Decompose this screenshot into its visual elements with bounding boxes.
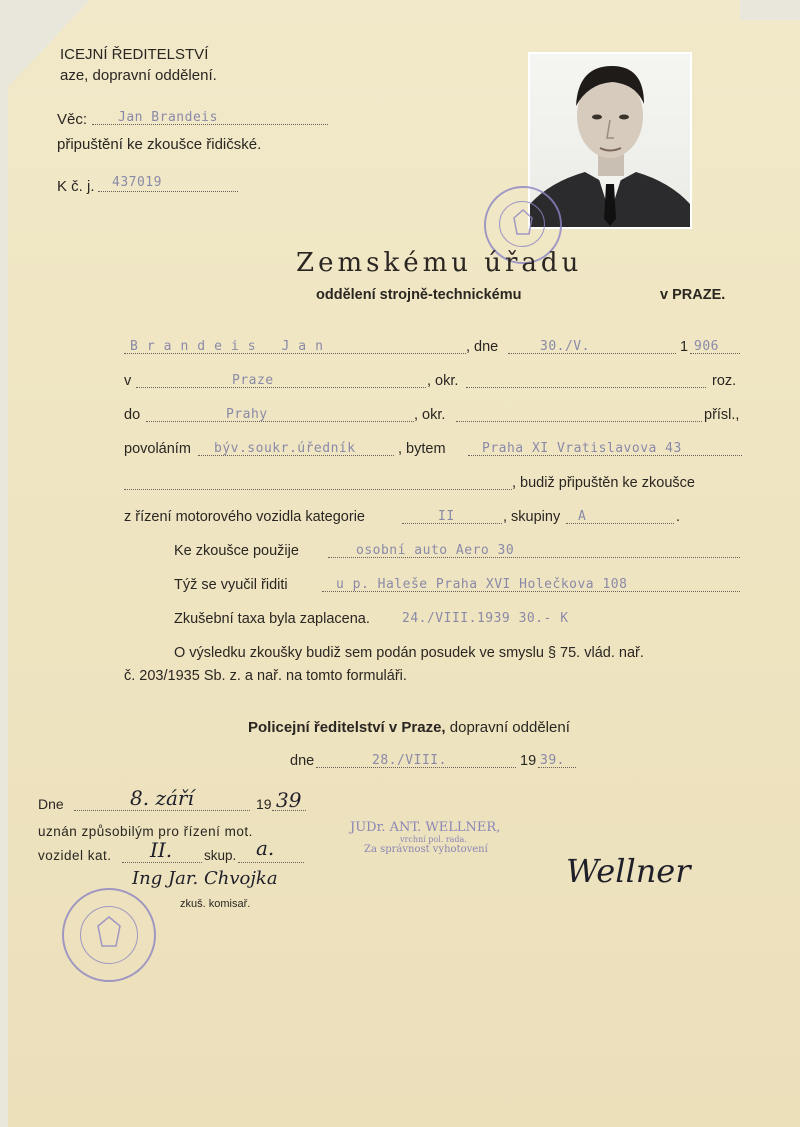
issue-year-prefix: 19 xyxy=(520,753,537,769)
exam-date-label: Dne xyxy=(38,796,64,812)
domicile: Prahy xyxy=(226,407,268,422)
fee-label: Zkušební taxa byla zaplacena. xyxy=(174,611,370,627)
official-stamp-note: Za správnost vyhotovení xyxy=(364,844,488,855)
subject-label: Věc: xyxy=(57,111,88,128)
vehicle-label: Ke zkoušce použije xyxy=(174,543,299,559)
official-stamp xyxy=(350,820,500,855)
belonging-label: přísl., xyxy=(704,407,740,423)
commissioner-label: zkuš. komisař. xyxy=(180,898,251,910)
result-text-line2: č. 203/1935 Sb. z. a nař. na tomto formuláři. xyxy=(124,668,407,684)
issue-date-label: dne xyxy=(290,753,315,769)
training: u p. Haleše Praha XVI Holečkova 108 xyxy=(336,577,628,592)
admission-text: , budiž připuštěn ke zkoušce xyxy=(512,475,695,491)
group-label: , skupiny xyxy=(503,509,561,525)
reference-label: K č. j. xyxy=(57,178,95,195)
issue-date: 28./VIII. xyxy=(372,753,447,768)
born-label: roz. xyxy=(712,373,737,389)
applicant-name: Brandeis Jan xyxy=(130,339,332,354)
exam-year: 39 xyxy=(276,788,302,812)
header-department: aze, dopravní oddělení. xyxy=(60,67,217,84)
exam-category-label: vozidel kat. xyxy=(38,848,112,863)
exam-category: II. xyxy=(150,838,173,862)
addressee-department: oddělení strojně-technickému xyxy=(316,287,522,303)
birthplace-label: v xyxy=(124,373,132,389)
addressee-title: Zemskému úřadu xyxy=(296,248,583,278)
commissioner-signature: Ing Jar. Chvojka xyxy=(132,868,278,889)
exam-approval-text: uznán způsobilým pro řízení mot. xyxy=(38,824,253,839)
exam-group: a. xyxy=(256,836,275,860)
issue-year: 39. xyxy=(540,753,565,768)
fee-value: 24./VIII.1939 30.- K xyxy=(402,611,569,626)
official-signature: Wellner xyxy=(566,852,691,890)
addressee-city: v PRAZE. xyxy=(660,287,726,303)
subject-text: připuštění ke zkoušce řidičské. xyxy=(57,136,262,153)
group-period: . xyxy=(676,509,681,525)
group: A xyxy=(578,509,587,524)
birth-year-prefix: 1 xyxy=(680,339,689,355)
authority-name: Policejní ředitelství v Praze, xyxy=(248,719,446,736)
category: II xyxy=(438,509,455,524)
header-authority: ICEJNÍ ŘEDITELSTVÍ xyxy=(60,46,209,63)
reference-number: 437019 xyxy=(112,175,162,190)
exam-stamp xyxy=(62,888,156,982)
birth-date: 30./V. xyxy=(540,339,590,354)
result-text-line1: O výsledku zkoušky budiž sem podán posudek ve smyslu § 75. vlád. nař. xyxy=(174,645,644,661)
official-stamp-name: JUDr. ANT. WELLNER, xyxy=(350,820,501,835)
exam-group-label: skup. xyxy=(204,848,237,863)
district-label: , okr. xyxy=(427,373,459,389)
subject-name: Jan Brandeis xyxy=(118,110,218,125)
occupation: býv.soukr.úředník xyxy=(214,441,356,456)
residence-label: , bytem xyxy=(398,441,446,457)
district2-label: , okr. xyxy=(414,407,446,423)
birth-year: 906 xyxy=(694,339,719,354)
occupation-label: povoláním xyxy=(124,441,191,457)
authority-department: dopravní oddělení xyxy=(449,719,570,736)
birth-date-label: , dne xyxy=(466,339,499,355)
official-stamp-title: vrchní pol. rada. xyxy=(400,835,467,844)
residence: Praha XI Vratislavova 43 xyxy=(482,441,682,456)
exam-date: 8. září xyxy=(130,786,194,810)
authority-line xyxy=(248,719,570,736)
training-label: Týž se vyučil řiditi xyxy=(174,577,288,593)
category-label: z řízení motorového vozidla kategorie xyxy=(124,509,365,525)
domicile-label: do xyxy=(124,407,141,423)
exam-year-prefix: 19 xyxy=(256,796,272,812)
vehicle: osobní auto Aero 30 xyxy=(356,543,515,558)
birthplace: Praze xyxy=(232,373,274,388)
